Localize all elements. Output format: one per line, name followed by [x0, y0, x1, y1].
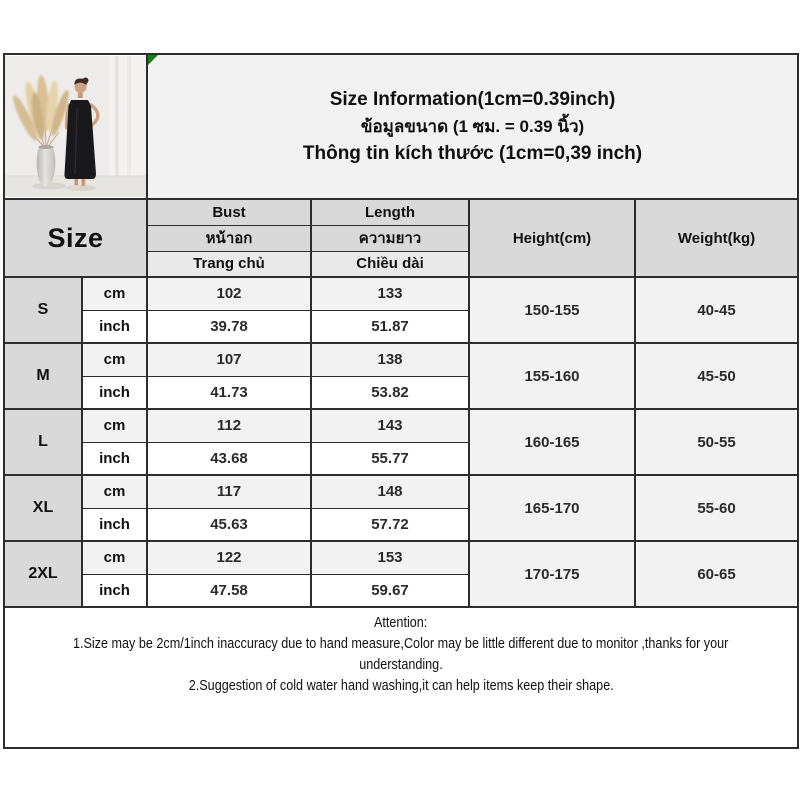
length-inch-value: 55.77 [311, 442, 469, 475]
unit-cm-cell: cm [82, 277, 147, 310]
bust-inch-value: 41.73 [147, 376, 311, 409]
black-dress [64, 100, 96, 179]
length-cm-value: 148 [311, 475, 469, 508]
length-header-vi: Chiều dài [311, 251, 469, 277]
unit-cm-cell: cm [82, 343, 147, 376]
unit-inch-cell: inch [82, 310, 147, 343]
height-range-cell: 160-165 [469, 409, 635, 475]
length-cm-value: 153 [311, 541, 469, 574]
length-inch-value: 57.72 [311, 508, 469, 541]
length-header-en: Length [311, 199, 469, 225]
size-label-cell: M [4, 343, 82, 409]
length-cm-value: 143 [311, 409, 469, 442]
height-range-cell: 155-160 [469, 343, 635, 409]
length-inch-value: 51.87 [311, 310, 469, 343]
unit-cm-cell: cm [82, 409, 147, 442]
unit-inch-cell: inch [82, 376, 147, 409]
size-label-cell: L [4, 409, 82, 475]
weight-header-cell: Weight(kg) [635, 199, 798, 277]
height-header-cell: Height(cm) [469, 199, 635, 277]
bust-header-th: หน้าอก [147, 225, 311, 251]
weight-range-cell: 40-45 [635, 277, 798, 343]
unit-inch-cell: inch [82, 508, 147, 541]
height-range-cell: 165-170 [469, 475, 635, 541]
product-photo-cell [4, 54, 147, 199]
bust-cm-value: 117 [147, 475, 311, 508]
bust-inch-value: 47.58 [147, 574, 311, 607]
attention-section [4, 607, 798, 748]
green-corner-marker-icon [148, 55, 158, 65]
bust-header-en: Bust [147, 199, 311, 225]
weight-range-cell: 50-55 [635, 409, 798, 475]
attention-line1-cont: understanding. [359, 657, 443, 673]
unit-inch-cell: inch [82, 442, 147, 475]
size-label-cell: S [4, 277, 82, 343]
size-label-cell: 2XL [4, 541, 82, 607]
length-cm-value: 133 [311, 277, 469, 310]
unit-cm-cell: cm [82, 541, 147, 574]
title-thai: ข้อมูลขนาด (1 ซม. = 0.39 นิ้ว) [360, 117, 585, 136]
length-cm-value: 138 [311, 343, 469, 376]
length-inch-value: 53.82 [311, 376, 469, 409]
size-rows [4, 277, 798, 607]
title-vietnamese: Thông tin kích thước (1cm=0,39 inch) [302, 143, 643, 164]
attention-line2: 2.Suggestion of cold water hand washing,it can help items keep their shape. [188, 678, 614, 694]
bust-inch-value: 45.63 [147, 508, 311, 541]
bust-cm-value: 122 [147, 541, 311, 574]
weight-range-cell: 55-60 [635, 475, 798, 541]
bust-inch-value: 43.68 [147, 442, 311, 475]
bust-cm-value: 112 [147, 409, 311, 442]
title-cell [147, 54, 798, 199]
size-label-cell: XL [4, 475, 82, 541]
bust-cm-value: 107 [147, 343, 311, 376]
bust-inch-value: 39.78 [147, 310, 311, 343]
height-range-cell: 170-175 [469, 541, 635, 607]
length-header-th: ความยาว [311, 225, 469, 251]
weight-range-cell: 45-50 [635, 343, 798, 409]
attention-heading: Attention: [374, 615, 428, 631]
size-table [3, 53, 799, 749]
vase [37, 147, 56, 186]
length-inch-value: 59.67 [311, 574, 469, 607]
size-header-cell: Size [4, 199, 147, 277]
weight-range-cell: 60-65 [635, 541, 798, 607]
bust-header-vi: Trang chủ [147, 251, 311, 277]
title-english: Size Information(1cm=0.39inch) [329, 89, 616, 110]
bust-cm-value: 102 [147, 277, 311, 310]
unit-cm-cell: cm [82, 475, 147, 508]
height-range-cell: 150-155 [469, 277, 635, 343]
attention-line1: 1.Size may be 2cm/1inch inaccuracy due to hand measure,Color may be little different due to monitor ,thanks for your [73, 636, 729, 652]
unit-inch-cell: inch [82, 574, 147, 607]
product-photo [5, 56, 146, 197]
